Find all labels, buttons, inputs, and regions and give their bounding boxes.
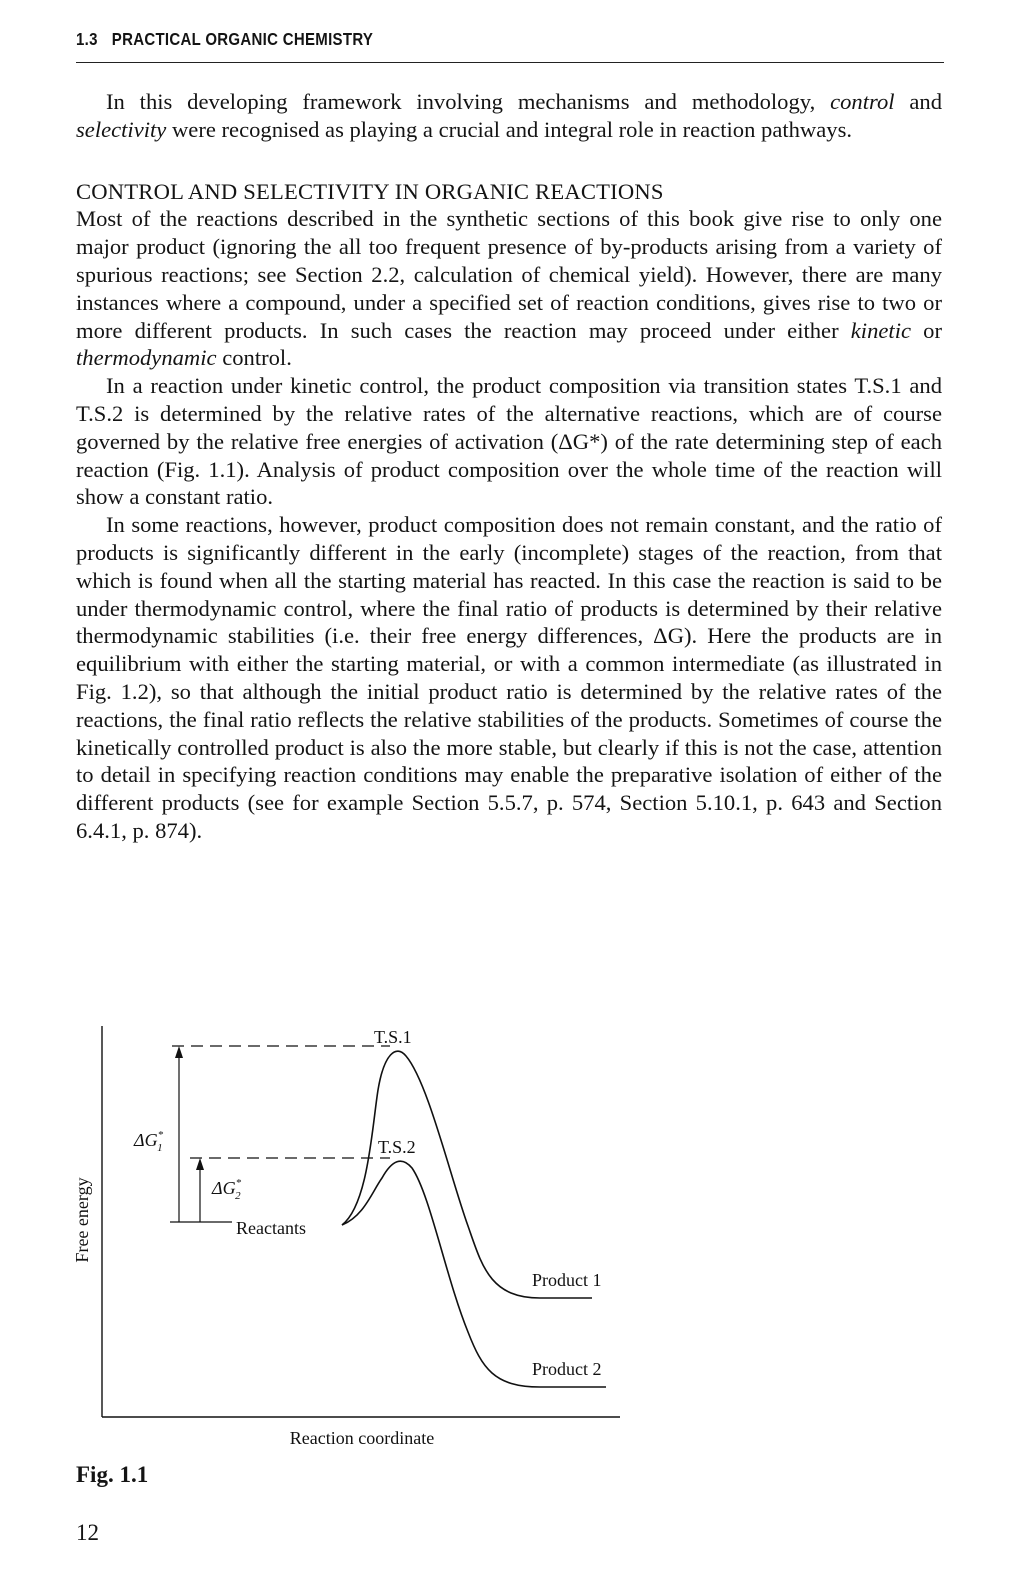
delta-g2-star: * xyxy=(235,1177,242,1189)
intro-emphasis-control: control xyxy=(830,89,895,114)
paragraph-1-text-1: Most of the reactions described in the synthetic sections of this book give rise to only one major product (ignoring the all too frequent presence of by-products arising from a variety of spurious reactions; see Section 2.2, calculation of chemical yield). However, there are many instances where a compound, under a specified set of reaction conditions, gives rise to two or more different products. In such cases the reaction may proceed under either xyxy=(76,206,942,343)
intro-emphasis-selectivity: selectivity xyxy=(76,116,167,142)
delta-g2-arrow-head xyxy=(196,1158,204,1170)
paragraph-1 xyxy=(76,205,942,372)
intro-text-1: In this developing framework involving mechanisms and methodology, xyxy=(106,89,831,114)
paragraph-1-emphasis-thermodynamic: thermodynamic xyxy=(76,345,217,371)
running-head-section: 1.3 xyxy=(76,30,98,50)
page-number: 12 xyxy=(76,1520,99,1545)
paragraph-2: In a reaction under kinetic control, the product composition via transition states T.S.1 and T.S.2 is determined by the relative rates of the alternative reactions, which are of course governed by the relative free energies of activation (ΔG*) of the rate determining step of each reaction (Fig. 1.1). Analysis of product composition over the whole time of the reaction will show a constant ratio. xyxy=(76,373,942,510)
delta-g1-arrow-head xyxy=(175,1046,183,1058)
reactants-label: Reactants xyxy=(236,1218,306,1238)
delta-g2-subscript: 2 xyxy=(235,1190,241,1202)
header-rule xyxy=(76,62,944,63)
paragraph-1-text-3: control. xyxy=(216,345,292,371)
delta-g2-symbol: ΔG xyxy=(212,1178,236,1198)
paragraph-3: In some reactions, however, product composition does not remain constant, and the ratio of products is significantly different in the early (incomplete) stages of the reaction, from that which is found when all the starting material has reacted. In this case the reaction is said to be under thermodynamic control, where the final ratio of products is determined by their relative thermodynamic stabilities (i.e. their free energy differences, ΔG). Here the products are in equilibrium with either the starting material, or with a common intermediate (as illustrated in Fig. 1.2), so that although the initial product ratio is determined by the relative rates of the reactions, the final ratio reflects the relative stabilities of the products. Sometimes of course the kinetically controlled product is also the more stable, but clearly if this is not the case, attention to detail in specifying reaction conditions may enable the preparative isolation of either of the different products (see for example Section 5.5.7, p. 574, Section 5.10.1, p. 643 and Section 6.4.1, p. 874). xyxy=(76,512,942,843)
x-axis-label: Reaction coordinate xyxy=(289,1428,435,1448)
running-head-title: PRACTICAL ORGANIC CHEMISTRY xyxy=(111,30,374,50)
product-2-label: Product 2 xyxy=(532,1359,602,1379)
paragraph-1-emphasis-kinetic: kinetic xyxy=(850,317,911,343)
figure-caption: Fig. 1.1 xyxy=(76,1462,149,1487)
energy-diagram xyxy=(50,1010,650,1460)
delta-g1-star: * xyxy=(157,1129,164,1141)
y-axis-label: Free energy xyxy=(72,1177,92,1263)
delta-g1-label xyxy=(133,1129,164,1154)
intro-text-2: and xyxy=(894,89,942,114)
running-head xyxy=(76,30,373,50)
energy-diagram-svg xyxy=(50,1010,650,1460)
paragraph-1-text-2: or xyxy=(911,317,942,343)
curve-product-1 xyxy=(342,1051,592,1298)
delta-g1-symbol: ΔG xyxy=(134,1130,158,1150)
intro-paragraph xyxy=(76,88,942,144)
ts1-label: T.S.1 xyxy=(374,1027,412,1047)
intro-text-3: were recognised as playing a crucial and integral role in reaction pathways. xyxy=(166,116,853,142)
delta-g2-label xyxy=(211,1177,242,1202)
delta-g1-subscript: 1 xyxy=(157,1142,163,1154)
section-heading: CONTROL AND SELECTIVITY IN ORGANIC REACTIONS xyxy=(76,178,664,204)
body-text xyxy=(76,88,942,845)
ts2-label: T.S.2 xyxy=(378,1137,416,1157)
product-1-label: Product 1 xyxy=(532,1270,602,1290)
